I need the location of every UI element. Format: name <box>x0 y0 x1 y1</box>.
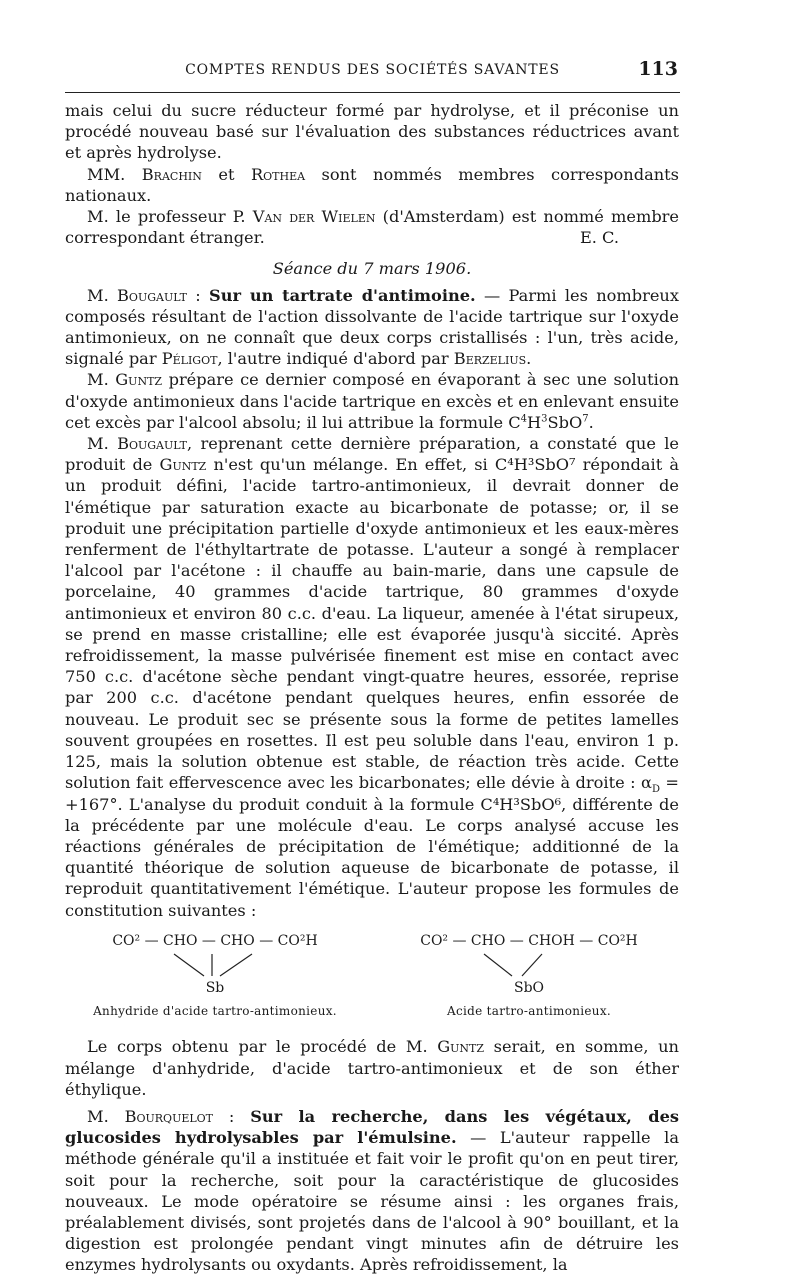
paragraph-guntz: M. Guntz prépare ce dernier composé en évaporant à sec une solution d'oxyde antimonieux dans l'acide tartrique en excès et en enlevant ensuite cet excès par l'alcool absolu; il lui attribue la formule $C^4H^3SbO^7$. <box>65 370 679 432</box>
formula-bonds <box>464 952 594 978</box>
person-name: Péligot <box>161 349 218 369</box>
body-text <box>65 100 679 1276</box>
paragraph-bourquelot: M. Bourquelot : Sur la recherche, dans les végétaux, des glucosides hydrolysables par l'émulsine. — L'auteur rappelle la méthode générale qu'il a instituée et fait voir le profit qu'on en peut tirer, soit pour la recherche, soit pour la caractéristique de glucosides nouveaux. Le mode opératoire se résume ainsi : les organes frais, préalablement divisés, sont projetés dans de l'alcool à 90° bouillant, et la digestion est prolongée pendant vingt minutes afin de détruire les enzymes hydrolysants ou oxydants. Après refroidissement, la <box>65 1106 680 1275</box>
person-name: Guntz <box>159 455 207 475</box>
paragraph-conclusion: Le corps obtenu par le procédé de M. Guntz serait, en somme, un mélange d'anhydride, d'acide tartro-antimonieux et de son éther éthylique. <box>65 1037 679 1099</box>
paragraph-members: MM. Brachin et Rothea sont nommés membres correspondants nationaux. <box>65 164 679 205</box>
communication-title: Sur la recherche, dans les végétaux, des glucosides hydrolysables par l'émulsine. <box>65 1106 680 1148</box>
paragraph-foreign-member: M. le professeur P. Van der Wielen (d'Amsterdam) est nommé membre correspondant étranger. E. C. <box>65 207 679 248</box>
person-name: Bougault <box>117 285 187 305</box>
formula-caption: Anhydride d'acide tartro-antimonieux. <box>93 1004 337 1019</box>
paragraph-intro: mais celui du sucre réducteur formé par hydrolyse, et il préconise un procédé nouveau basé sur l'évaluation des substances réductrices avant et après hydrolyse. <box>65 101 679 163</box>
formula-line: CO² — CHO — CHO — CO²H <box>112 932 318 949</box>
person-name: Rothea <box>250 164 306 184</box>
paragraph-bougault: M. Bougault : Sur un tartrate d'antimoine. — Parmi les nombreux composés résultant de l'action dissolvante de l'acide tartrique sur l'oxyde antimonieux, on ne connaît que deux corps cristallisés : l'un, très acide, signalé par Péligot, l'autre indiqué d'abord par Berzelius. <box>65 285 679 369</box>
person-name: Van der Wielen <box>252 207 376 227</box>
running-title: COMPTES RENDUS DES SOCIÉTÉS SAVANTES <box>185 62 560 78</box>
person-name: Berzelius <box>453 349 527 369</box>
formula-atom: SbO <box>513 979 545 996</box>
chemical-formula: $C^4H^3SbO^7$ <box>508 412 589 432</box>
paragraph-bougault-results: M. Bougault, reprenant cette dernière préparation, a constaté que le produit de Guntz n'est qu'un mélange. En effet, si C⁴H³SbO⁷ répondait à un produit défini, l'acide tartro-antimonieux, il devrait donner de l'émétique par saturation exacte au bicarbonate de potasse; or, il se produit une précipitation partielle d'oxyde antimonieux et les eaux-mères renferment de l'éthyltartrate de potasse. L'auteur a songé à remplacer l'alcool par l'acétone : il chauffe au bain-marie, dans une capsule de porcelaine, 40 grammes d'acide tartrique, 80 grammes d'oxyde antimonieux et environ 80 c.c. d'eau. La liqueur, amenée à l'état sirupeux, se prend en masse cristalline; elle est évaporée jusqu'à siccité. Après refroidissement, la masse pulvérisée finement est mise en contact avec 750 c.c. d'acétone sèche pendant vingt-quatre heures, essorée, reprise par 200 c.c. d'acétone pendant quelques heures, enfin essorée de nouveau. Le produit sec se présente sous la forme de petites lamelles souvent groupées en rosettes. Il est peu soluble dans l'eau, environ 1 p. 125, mais la solution obtenue est stable, de réaction très acide. Cette solution fait effervescence avec les bicarbonates; elle dévie à droite : $\alpha_D = +167^\circ$. L'analyse du produit conduit à la formule C⁴H³SbO⁶, différente de la précédente par une molécule d'eau. Le corps analysé accuse les réactions générales de précipitation de l'émétique; additionné de la quantité théorique de solution aqueuse de bicarbonate de potasse, il reproduit quantitativement l'émétique. L'auteur propose les formules de constitution suivantes : <box>65 434 679 920</box>
session-title: Séance du 7 mars 1906. <box>272 259 472 279</box>
formula-anhydride <box>65 931 365 1023</box>
formula-bonds <box>150 952 280 978</box>
page-number: 113 <box>638 58 678 80</box>
structural-formulas <box>65 931 679 1023</box>
person-name: Brachin <box>141 164 202 184</box>
communication-title: Sur un tartrate d'antimoine. <box>209 285 476 305</box>
formula-line: CO² — CHO — CHOH — CO²H <box>420 932 638 949</box>
formula-atom: Sb <box>205 979 225 996</box>
header-rule <box>65 92 680 93</box>
formula-caption: Acide tartro-antimonieux. <box>447 1004 611 1019</box>
signature: E. C. <box>579 228 619 248</box>
person-name: Guntz <box>437 1037 485 1057</box>
formula-acid <box>379 931 679 1023</box>
person-name: Guntz <box>115 370 163 390</box>
person-name: Bourquelot <box>124 1106 214 1126</box>
person-name: Bougault <box>117 434 188 454</box>
